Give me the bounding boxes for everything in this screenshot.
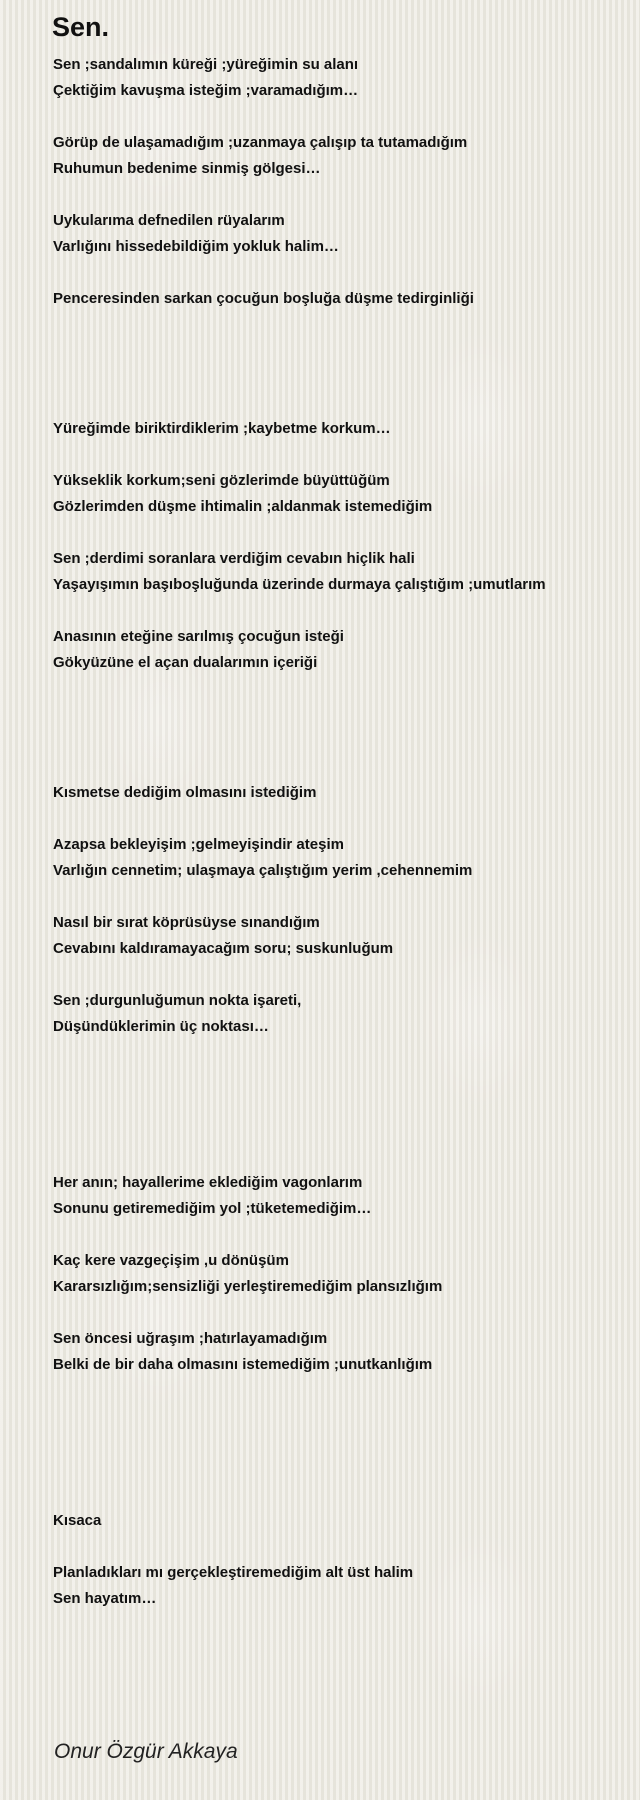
- stanza-gap: [53, 182, 633, 208]
- poem-line: Yükseklik korkum;seni gözlerimde büyüttüğüm: [53, 472, 390, 489]
- stanza-gap: [53, 728, 633, 754]
- poem-line: Düşündüklerimin üç noktası…: [53, 1018, 269, 1035]
- stanza-gap: [53, 1430, 633, 1456]
- poem-line: Kaç kere vazgeçişim ,u dönüşüm: [53, 1252, 289, 1269]
- poem-line: Sen ;derdimi soranlara verdiğim cevabın hiçlik hali: [53, 550, 415, 567]
- poem-line: Penceresinden sarkan çocuğun boşluğa düşme tedirginliği: [53, 290, 474, 307]
- poem-title: Sen.: [52, 12, 110, 42]
- poem-line: Çektiğim kavuşma isteğim ;varamadığım…: [53, 82, 359, 99]
- stanza-gap: [53, 962, 633, 988]
- poem-line: Anasının eteğine sarılmış çocuğun isteği: [53, 628, 344, 645]
- stanza-gap: [53, 338, 633, 364]
- stanza-gap: [53, 1378, 633, 1404]
- stanza-gap: [53, 754, 633, 780]
- poem-line: Varlığın cennetim; ulaşmaya çalıştığım yerim ,cehennemim: [53, 862, 473, 879]
- poem-line: Varlığını hissedebildiğim yokluk halim…: [53, 238, 339, 255]
- stanza-gap: [53, 1118, 633, 1144]
- poem-line: Sonunu getiremediğim yol ;tüketemediğim…: [53, 1200, 372, 1217]
- stanza-gap: [53, 260, 633, 286]
- stanza-gap: [53, 1300, 633, 1326]
- poem-line: Yüreğimde biriktirdiklerim ;kaybetme korkum…: [53, 420, 391, 437]
- stanza-gap: [53, 442, 633, 468]
- stanza-gap: [53, 390, 633, 416]
- stanza-gap: [53, 1144, 633, 1170]
- stanza-gap: [53, 364, 633, 390]
- poem-line: Görüp de ulaşamadığım ;uzanmaya çalışıp ta tutamadığım: [53, 134, 468, 151]
- poem-line: Gözlerimden düşme ihtimalin ;aldanmak istemediğim: [53, 498, 433, 515]
- poem-line: Kısaca: [53, 1512, 102, 1529]
- stanza-gap: [53, 520, 633, 546]
- stanza-gap: [53, 1092, 633, 1118]
- poem-line: Nasıl bir sırat köprüsüyse sınandığım: [53, 914, 320, 931]
- stanza-gap: [53, 1404, 633, 1430]
- poem-line: Sen öncesi uğraşım ;hatırlayamadığım: [53, 1330, 328, 1347]
- poem-line: Yaşayışımın başıboşluğunda üzerinde durmaya çalıştığım ;umutlarım: [53, 576, 546, 593]
- stanza-gap: [53, 884, 633, 910]
- stanza-gap: [53, 806, 633, 832]
- poem-line: Cevabını kaldıramayacağım soru; suskunluğum: [53, 940, 394, 957]
- stanza-gap: [53, 1456, 633, 1482]
- stanza-gap: [53, 1534, 633, 1560]
- stanza-gap: [53, 702, 633, 728]
- poem-line: Belki de bir daha olmasını istemediğim ;unutkanlığım: [53, 1356, 433, 1373]
- poem-line: Sen hayatım…: [53, 1590, 157, 1607]
- poem-line: Planladıkları mı gerçekleştiremediğim alt üst halim: [53, 1564, 414, 1581]
- stanza-gap: [53, 1040, 633, 1066]
- stanza-gap: [53, 1222, 633, 1248]
- poem-line: Ruhumun bedenime sinmiş gölgesi…: [53, 160, 321, 177]
- poem-line: Sen ;sandalımın küreği ;yüreğimin su alanı: [53, 56, 359, 73]
- stanza-gap: [53, 676, 633, 702]
- stanza-gap: [53, 312, 633, 338]
- stanza-gap: [53, 104, 633, 130]
- poem-body: [53, 52, 633, 1612]
- poem-line: Gökyüzüne el açan dualarımın içeriği: [53, 654, 318, 671]
- poem-line: Azapsa bekleyişim ;gelmeyişindir ateşim: [53, 836, 344, 853]
- stanza-gap: [53, 598, 633, 624]
- poem-line: Uykularıma defnedilen rüyalarım: [53, 212, 285, 229]
- stanza-gap: [53, 1066, 633, 1092]
- poem-author: Onur Özgür Akkaya: [54, 1740, 238, 1763]
- poem-line: Kısmetse dediğim olmasını istediğim: [53, 784, 317, 801]
- poem-line: Her anın; hayallerime eklediğim vagonlarım: [53, 1174, 363, 1191]
- stanza-gap: [53, 1482, 633, 1508]
- poem-line: Kararsızlığım;sensizliği yerleştiremediğim plansızlığım: [53, 1278, 443, 1295]
- poem-line: Sen ;durgunluğumun nokta işareti,: [53, 992, 302, 1009]
